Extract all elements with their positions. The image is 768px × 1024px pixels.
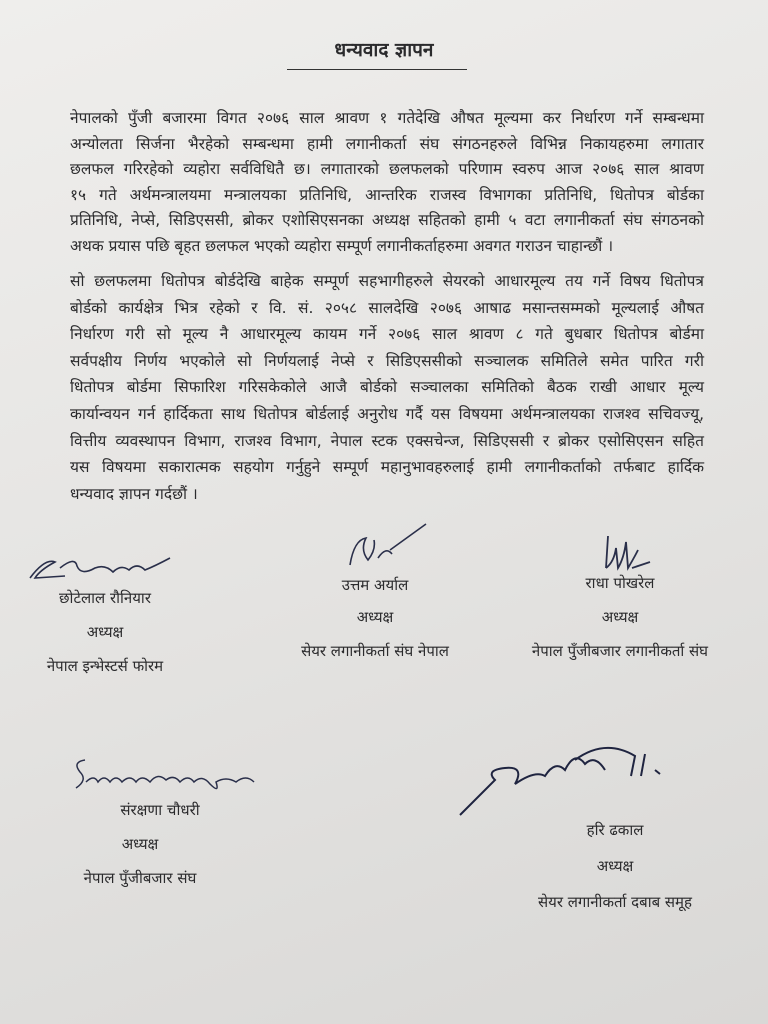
signatory-name: हरि ढकाल bbox=[586, 821, 644, 839]
signatory-role: अध्यक्ष bbox=[356, 608, 394, 626]
signatory-org: नेपाल पुँजीबजार संघ bbox=[83, 869, 197, 887]
signatory-role: अध्यक्ष bbox=[596, 857, 634, 875]
text-line: धितोपत्र बोर्डमा सिफारिश गरिसकेकोले आजै बोर्डको सञ्चालका समितिको बैठक राखी आधार मूल्य bbox=[70, 378, 704, 397]
signatory-name: छोटेलाल रौनियार bbox=[59, 589, 151, 607]
signatory-block bbox=[20, 588, 190, 676]
text-line: अन्योलता सिर्जना भैरहेको सम्बन्धमा हामी लगानीकर्ता संघ संगठनहरुले विभिन्न निकायहरुमा लगातार bbox=[70, 134, 704, 153]
handwritten-signature bbox=[340, 520, 430, 575]
document-title: धन्यवाद ज्ञापन bbox=[334, 39, 434, 61]
signatory-block bbox=[40, 800, 240, 888]
paragraph-2 bbox=[70, 268, 704, 507]
handwritten-signature bbox=[600, 528, 660, 578]
text-line: वित्तीय व्यवस्थापन विभाग, राजश्व विभाग, नेपाल स्टक एक्सचेन्ज, सिडिएससी र ब्रोकर एसोसिएसन सहित bbox=[70, 431, 704, 450]
text-line: निर्धारण गरी सो मूल्य नै आधारमूल्य कायम गर्ने २०७६ साल श्रावण ८ गते बुधबार धितोपत्र बोर्डमा bbox=[70, 325, 704, 344]
text-line: १५ गते अर्थमन्त्रालयमा मन्त्रालयका प्रतिनिधि, आन्तरिक राजस्व विभागका प्रतिनिधि, धितोपत्र बोर्डका bbox=[70, 185, 704, 204]
signatory-org: नेपाल पुँजीबजार लगानीकर्ता संघ bbox=[531, 642, 709, 660]
handwritten-signature bbox=[70, 748, 270, 798]
text-line: छलफल गरिरहेको व्यहोरा सर्वविधितै छ। लगातारको छलफलको परिणाम स्वरुप आज २०७६ साल श्रावण bbox=[70, 160, 704, 179]
handwritten-signature bbox=[455, 740, 675, 820]
signatory-role: अध्यक्ष bbox=[86, 623, 124, 641]
signatory-org: सेयर लगानीकर्ता दबाब समूह bbox=[537, 893, 692, 911]
text-line: कार्यान्वयन गर्न हार्दिकता साथ धितोपत्र बोर्डलाई अनुरोध गर्दै यस विषयमा अर्थमन्त्रालयका राजश्व सचिवज्यू, bbox=[70, 404, 704, 423]
signatory-org: नेपाल इन्भेस्टर्स फोरम bbox=[46, 657, 164, 675]
signatory-role: अध्यक्ष bbox=[121, 835, 159, 853]
handwritten-signature bbox=[25, 548, 175, 588]
paragraph-1 bbox=[70, 106, 704, 260]
signatory-block bbox=[270, 575, 480, 661]
signatory-name: राधा पोखरेल bbox=[585, 574, 655, 592]
text-line: धन्यवाद ज्ञापन गर्दछौं । bbox=[70, 484, 198, 503]
text-line: अथक प्रयास पछि बृहत छलफल भएको व्यहोरा सम्पूर्ण लगानीकर्ताहरुमा अवगत गराउन चाहान्छौं । bbox=[70, 236, 614, 255]
text-line: बोर्डको कार्यक्षेत्र भित्र रहेको र वि. सं. २०५८ सालदेखि २०७६ आषाढ मसान्तसम्मको मूल्यलाई औषत bbox=[70, 298, 704, 317]
signatory-name: उत्तम अर्याल bbox=[341, 576, 409, 594]
title-underline bbox=[287, 69, 467, 70]
text-line: सर्वपक्षीय निर्णय भएकोले सो निर्णयलाई नेप्से र सिडिएससीको सञ्चालक समितिले समेत पारित गरी bbox=[70, 351, 704, 370]
signatory-org: सेयर लगानीकर्ता संघ नेपाल bbox=[301, 642, 449, 660]
signatory-role: अध्यक्ष bbox=[601, 608, 639, 626]
text-line: यस विषयमा सकारात्मक सहयोग गर्नुहुने सम्पूर्ण महानुभावहरुलाई हामी लगानीकर्ताको तर्फबाट हार्दिक bbox=[70, 458, 704, 477]
signatory-name: संरक्षणा चौधरी bbox=[120, 801, 200, 819]
signatory-block bbox=[505, 573, 735, 661]
text-line: प्रतिनिधि, नेप्से, सिडिएससी, ब्रोकर एशोसिएसनका अध्यक्ष सहितको हामी ५ वटा लगानीकर्ता संघ संगठनको bbox=[70, 211, 704, 230]
text-line: नेपालको पुँजी बजारमा विगत २०७६ साल श्रावण १ गतेदेखि औषत मूल्यमा कर निर्धारण गर्ने सम्बन्धमा bbox=[70, 109, 704, 127]
signatory-block bbox=[495, 820, 735, 912]
text-line: सो छलफलमा धितोपत्र बोर्डदेखि बाहेक सम्पूर्ण सहभागीहरुले सेयरको आधारमूल्य तय गर्ने विषय धितोपत्र bbox=[70, 272, 704, 290]
